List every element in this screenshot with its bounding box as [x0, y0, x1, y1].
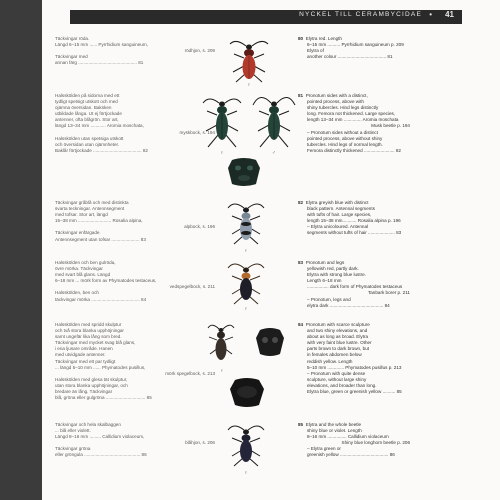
female-symbol: ♀ [220, 368, 224, 374]
phymatodes-pusillus-illustration [206, 322, 236, 366]
text-line: Halsskölden på sidorna med ett [55, 93, 120, 98]
text-line: tubercles. Hind legs of normal length. [307, 141, 383, 147]
swedish-couplet-84 [55, 322, 215, 401]
swedish-couplet-85 [55, 422, 215, 459]
pronotum-pusillus-illustration [253, 326, 287, 360]
text-line: length 13–34 mm .............. Aromia moschata [307, 117, 399, 123]
english-couplet-85 [298, 422, 410, 459]
text-line: Elytra red. Length [305, 36, 342, 41]
text-line: – Pronotum sides without a distinct [307, 129, 378, 135]
female-symbol: ♀ [247, 82, 251, 88]
text-line: with very faint blue lustre. Other [307, 340, 372, 346]
text-line: 15–38 mm .......................... Rosalia alpina, [55, 218, 143, 224]
text-line: utbildade långa. Ut ej förtjockade [55, 111, 122, 117]
text-line: med utvidgade antenner. [55, 352, 106, 358]
text-line: samt ungefär lika lång som bred. [55, 334, 122, 340]
pronotum-detail-illustration [224, 156, 264, 188]
text-line: rödhjon, s. 209 [184, 48, 215, 54]
couplet-number: 80 [298, 36, 304, 41]
text-line: Halsskölden och ben gulröda, [55, 260, 116, 265]
text-line: Halsskölden, ben och [55, 290, 99, 296]
swedish-couplet-82 [55, 200, 215, 243]
text-line: vedspegelbock, s. 211 [169, 284, 215, 290]
text-line: greenish yellow ...................................... 86 [307, 452, 395, 458]
text-line: 6–15 mm .......... Pyrrhidium sanguineum p. 209 [307, 42, 404, 48]
text-line: blå, gröna eller gulgröna ............................... 85 [55, 395, 152, 401]
text-line: elevations, and broader than long. [307, 382, 377, 388]
swedish-couplet-81 [55, 93, 215, 154]
text-line: sculpture, without large shiny [307, 376, 367, 382]
text-line: Längd 8–16 mm ......... Callidium violaceum, [55, 434, 145, 440]
text-line: about as long as broad. Elytra [307, 334, 369, 340]
text-line: Halsskölden utan spetsiga utskott [55, 135, 124, 141]
text-line: eller gröngula ............................................ 86 [55, 452, 147, 458]
text-line: utan stora blanka upphöjningar, och [55, 382, 128, 388]
text-line: 6–18 mm ... mörk form av Phymatodes testaceus, [55, 278, 157, 284]
aromia-male-illustration [252, 93, 296, 149]
text-line: och översidan utan ojämnheter. [55, 141, 120, 147]
text-line: – Elytra green or [307, 446, 341, 452]
text-line: Halsskölden med spridd skulptur [55, 322, 122, 327]
pronotum-violaceum-illustration [226, 376, 268, 410]
text-line: elytra dark .......................................... 84 [307, 302, 390, 308]
text-line: ... blå eller violett. [55, 428, 91, 434]
english-couplet-80 [298, 36, 410, 60]
text-line: another colour ...................................... 81 [307, 54, 393, 60]
couplet-number: 81 [298, 93, 304, 98]
female-symbol: ♀ [244, 470, 248, 476]
male-symbol: ♂ [272, 150, 276, 156]
text-line: antenner, ofta blågrön. Stor art, [55, 117, 119, 123]
pyrrhidium-beetle-illustration [226, 36, 272, 84]
text-line: Elytra blue, green or greenish yellow .......... 85 [307, 389, 402, 395]
text-line: Femora distinctly thickened ........................ 82 [307, 147, 401, 153]
text-line: och två stora blanka upphöjningar [55, 328, 124, 334]
swedish-couplet-83 [55, 260, 215, 303]
couplet-number: 82 [298, 200, 304, 205]
text-line: 8–16 mm ............... Callidium violaceum [307, 434, 389, 440]
text-line: with tufts of hair. Large species, [307, 212, 372, 218]
text-line: Längd 6–15 mm ...... Pyrrhidium sanguineum, [55, 42, 148, 48]
header-title: NYCKEL TILL CERAMBYCIDAE [299, 11, 422, 18]
text-line: – Elytra unicoloured. Antennal [307, 224, 369, 230]
text-line: yellowish red, partly dark. [307, 266, 359, 272]
aromia-female-illustration [200, 93, 244, 149]
text-line: Täckvingar gråblå och med distinkta [55, 200, 129, 205]
text-line: – Pronotum, legs and [307, 296, 351, 302]
callidium-violaceum-illustration [226, 422, 266, 470]
text-line: Pronotum sides with a distinct, [305, 93, 368, 98]
phymatodes-testaceus-illustration [226, 260, 266, 306]
text-line: Halsskölden med glesa tät skulptur, [55, 376, 128, 382]
text-line: 5–10 mm ............. Phymatodes pusillus p. 213 [307, 364, 402, 370]
text-line: täckvingar mörka ...................................... 84 [55, 296, 147, 302]
english-couplet-82 [298, 200, 410, 237]
text-line: Baklår förtjockade ...................................... 82 [55, 147, 148, 153]
text-line: Musk beetle p. 194 [371, 123, 410, 129]
text-line: Shiny blue longhorn beetle p. 206 [341, 440, 410, 446]
text-line: bredare än lång. Täckvingar [55, 389, 113, 395]
text-line: Täckvingar med [55, 54, 88, 60]
text-line: myskbock, s. 194 [179, 129, 215, 135]
female-symbol: ♀ [244, 306, 248, 312]
text-line: and two shiny elevations, and [307, 328, 368, 334]
text-line: Täckvingar med ett par tydligt [55, 358, 116, 364]
text-line: Length 6–18 mm [307, 278, 342, 284]
text-line: blåhjon, s. 206 [185, 440, 215, 446]
text-line: Pronotum and legs [305, 260, 345, 265]
text-line: med tofsar. Stor art, längd [55, 212, 108, 218]
text-line: Täckvingar enfärgade. [55, 230, 101, 236]
couplet-number: 85 [298, 422, 304, 427]
couplet-number: 84 [298, 322, 304, 327]
english-couplet-84 [298, 322, 410, 395]
swedish-couplet-80 [55, 36, 215, 66]
text-line: Elytra greyish blue with distinct [305, 200, 369, 205]
text-line: ................. dark form of Phymatodes testaceus [307, 284, 403, 290]
couplet-number: 83 [298, 260, 304, 265]
text-line: Täckvingar med mycket svag blå glans, [55, 340, 136, 346]
header-bullet: • [429, 10, 432, 19]
text-line: reddish yellow. Length [307, 358, 353, 364]
female-symbol: ♀ [244, 248, 248, 254]
text-line: annan färg .............................................. 81 [55, 60, 144, 66]
english-couplet-83 [298, 260, 410, 309]
text-line: long. Femora not thickened. Large species, [307, 111, 396, 117]
text-line: ojämna översidan. Baksken [55, 105, 112, 111]
text-line: parts brown to dark brown, but [307, 346, 370, 352]
left-page-edge [0, 0, 42, 500]
text-line: pointed process, above without shiny [307, 135, 383, 141]
text-line: Täckvingar och hela skalbaggen [55, 422, 121, 427]
text-line: in females abdomen below [307, 352, 362, 358]
text-line: alpbock, s. 196 [184, 224, 215, 230]
text-line: svarta teckningar. Antennsegment [55, 206, 125, 212]
text-line: length 15–38 mm........... Rosalia alpina p. 196 [307, 218, 401, 224]
running-header [70, 10, 462, 24]
text-line: Elytra with strong blue lustre. [307, 272, 366, 278]
text-line: black pattern. Antennal segments [307, 206, 375, 212]
text-line: shiny tubercles. Hind legs distinctly [307, 105, 379, 111]
text-line: mörk spegelbock, s. 213 [165, 370, 215, 376]
text-line: pointed process, above with [307, 99, 364, 105]
page-number: 41 [445, 10, 454, 19]
text-line: Elytra and the whole beetle [305, 422, 362, 427]
text-line: segments without tufts of hair ..................... 83 [307, 230, 402, 236]
text-line: övre mörka. Täckvingar [55, 266, 103, 272]
text-line: Elytra of [307, 48, 324, 54]
text-line: Pronotum with scarce sculpture [305, 322, 370, 327]
female-symbol: ♀ [220, 150, 224, 156]
text-line: Antennsegment utan tofsar ...................... 83 [55, 236, 146, 242]
text-line: längd 13–34 mm ............ Aromia moschata, [55, 123, 144, 129]
rosalia-beetle-illustration [226, 200, 266, 248]
text-line: Täckvingar gröna [55, 446, 91, 452]
english-couplet-81 [298, 93, 410, 154]
text-line: – Pronotum with quite dense [307, 370, 366, 376]
text-line: ... längd 5–10 mm ...... Phymatodes pusillus, [55, 364, 146, 370]
text-line: med svart blå glans. Längd [55, 272, 111, 278]
text-line: i ena ljusare område. Hanen [55, 346, 113, 352]
text-line: Täckvingar röda. [55, 36, 90, 41]
text-line: tydligt spetsigt utskott och med [55, 99, 118, 105]
text-line: Tanbark borer p. 211 [367, 290, 410, 296]
text-line: shiny blue or violet. Length [307, 428, 362, 434]
